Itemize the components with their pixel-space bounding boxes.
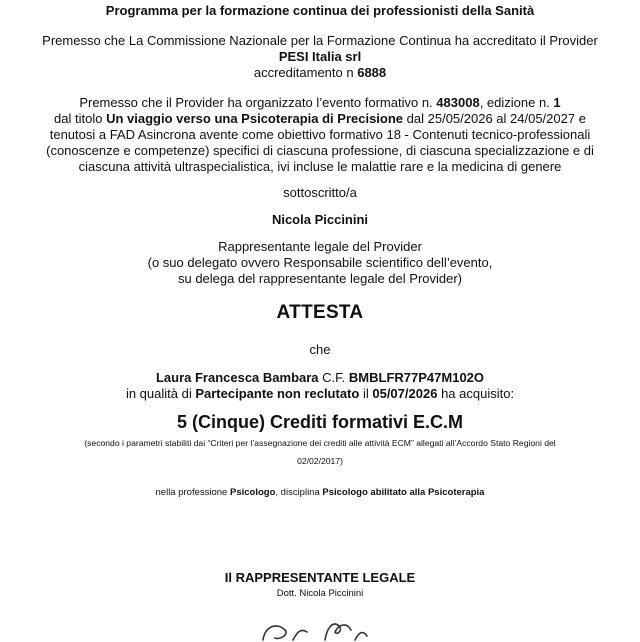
footer-name: Dott. Nicola Piccinini: [276, 588, 364, 599]
programme-title: Programma per la formazione continua dei professionisti della Sanità: [105, 3, 535, 18]
signatory-role-3: su delega del rappresentante legale del Provider): [177, 271, 463, 286]
che-label: che: [309, 342, 331, 357]
participant-line: Laura Francesca Bambara C.F. BMBLFR77P47M102O: [155, 370, 485, 385]
accreditation-number: accreditamento n 6888: [253, 65, 387, 80]
credits-note-1: (secondo i parametri stabiliti dai “Criteri per l’assegnazione dei crediti alle attività ECM” allegati all’Accordo Stato Regioni del: [84, 438, 556, 448]
attesta-heading: ATTESTA: [276, 302, 364, 323]
signatory-role-2: (o suo delegato ovvero Responsabile scientifico dell’evento,: [147, 255, 493, 270]
handwritten-signature: [255, 612, 375, 642]
event-objective-line-3: ciascuna attività ultraspecialistica, ivi incluse le malattie rare e la medicina di genere: [78, 159, 562, 174]
signatory-label: sottoscritto/a: [283, 185, 357, 200]
premise-event-line: Premesso che il Provider ha organizzato l’evento formativo n. 483008, edizione n. 1: [79, 95, 561, 110]
event-objective-line-1: tenutosi a FAD Asincrona avente come obiettivo formativo 18 - Contenuti tecnico-professionali: [49, 127, 591, 142]
premise-commission: Premesso che La Commissione Nazionale per la Formazione Continua ha accreditato il Provider: [42, 33, 598, 48]
profession-line: nella professione Psicologo, disciplina Psicologo abilitato alla Psicoterapia: [155, 487, 485, 498]
signatory-role-1: Rappresentante legale del Provider: [218, 239, 422, 254]
event-title-line: dal titolo Un viaggio verso una Psicoterapia di Precisione dal 25/05/2026 al 24/05/2027 e: [54, 111, 586, 126]
credits-title: 5 (Cinque) Crediti formativi E.C.M: [176, 412, 464, 432]
participant-status-line: in qualità di Partecipante non reclutato il 05/07/2026 ha acquisito:: [125, 386, 515, 401]
event-objective-line-2: (conoscenze e competenze) specifici di ciascuna professione, di ciascuna specializzazione e di: [46, 143, 594, 158]
footer-title: Il RAPPRESENTANTE LEGALE: [224, 570, 416, 585]
provider-name: PESI Italia srl: [278, 49, 362, 64]
credits-note-2: 02/02/2017): [297, 456, 343, 466]
signatory-name: Nicola Piccinini: [271, 212, 369, 227]
